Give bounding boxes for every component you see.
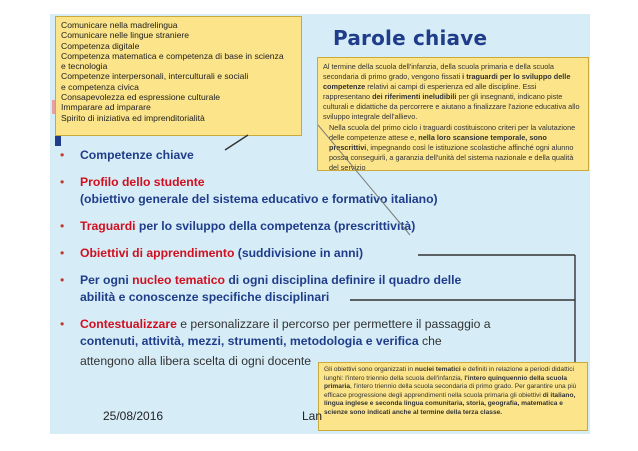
bullet-text-plain: attengono alla libera scelta di ogni docente <box>80 354 312 368</box>
bullet-text-red: Profilo dello studente <box>80 175 205 189</box>
text-run: per gli insegnanti, indicano piste culturali e didattiche da percorrere e aiutano a finalizzare l'azione educativa allo sviluppo integrale dell'allievo. <box>323 92 580 122</box>
text-run: Gli obiettivi sono organizzati in <box>324 366 415 373</box>
bullet-text-red: Obiettivi di apprendimento <box>80 246 235 260</box>
footer-date: 25/08/2016 <box>103 409 164 423</box>
slide-title: Parole chiave <box>333 26 488 50</box>
bullet-text: (obiettivo generale del sistema educativo e formativo italiano) <box>80 192 438 206</box>
bullet-text: per lo sviluppo della competenza (prescrittività) <box>135 219 416 233</box>
bullet-text-red: Contestualizzare <box>80 317 177 331</box>
competence-item: Consapevolezza ed espressione culturale <box>61 92 221 103</box>
text-run: Nella scuola del primo ciclo i traguardi costituiscono criteri per la valutazione delle competenze attese e, <box>329 122 576 142</box>
bullet-dot: • <box>60 317 65 331</box>
text-run: Al termine della scuola dell'infanzia, della scuola primaria e della scuola secondaria di primo grado, vengono fissati <box>323 62 554 82</box>
bullet-dot: • <box>60 148 65 162</box>
connector-competenze <box>225 135 248 150</box>
competence-item: Spirito di iniziativa ed imprenditorialità <box>61 112 205 123</box>
competence-item: Competenze interpersonali, interculturali e sociali <box>61 71 249 82</box>
bullet-text: Per ogni <box>80 273 133 287</box>
competence-item: Comunicare nella madrelingua <box>61 20 178 30</box>
footer-label: Lan <box>302 409 323 423</box>
competence-item: Immparare ad imparare <box>61 102 151 113</box>
text-run: e definiti in relazione a periodi didattici lunghi: l'intero triennio della scuola dell'infanzia, <box>324 366 574 382</box>
competence-item: e competenza civica <box>61 81 139 92</box>
competence-item: Competenza digitale <box>61 40 140 51</box>
bullet-text: Competenze chiave <box>80 148 194 162</box>
text-run-bold: dei riferimenti ineludibili <box>372 92 457 102</box>
text-run-bold: di italiano, lingua inglese e seconda lingua comunitaria, storia, geografia, matematica e scienze sono indicati anche al termine della terza classe. <box>324 391 576 416</box>
bullet-text-plain: che <box>418 334 442 348</box>
text-run-bold: i traguardi per lo sviluppo delle competenze <box>323 72 571 92</box>
bullet-text: di ogni disciplina definire il quadro delle <box>224 273 462 287</box>
bullet-dot: • <box>60 246 65 260</box>
bullet-text-red: nucleo tematico <box>132 273 225 287</box>
competence-item: Competenza matematica e competenza di base in scienza <box>61 50 284 61</box>
bullet-dot: • <box>60 219 65 233</box>
text-run-bold: nuclei tematici <box>414 366 461 373</box>
bullet-text: contenuti, attività, mezzi, strumenti, metodologia e verifica <box>80 334 419 348</box>
competence-item: Comunicare nelle lingue straniere <box>61 30 190 41</box>
bullet-dot: • <box>60 273 65 287</box>
bullet-text-red: Traguardi <box>80 219 136 233</box>
obiettivi-note-box <box>318 362 588 431</box>
text-run: , impegnando così le istituzione scolastiche affinché ogni alunno possa conseguirli, a garanzia dell'unità del sistema nazionale e della qualità del servizio <box>329 142 574 172</box>
text-run: relativi ai campi di esperienza ed alle discipline. Essi rappresentano <box>323 82 537 102</box>
bullet-dot: • <box>60 175 65 189</box>
bullet-text: abilità e conoscenze specifiche disciplinari <box>80 290 330 304</box>
text-run-bold: nella loro scansione temporale, sono prescrittivi <box>329 132 547 152</box>
text-run-bold: l'intero quinquennio della scuola primaria <box>324 374 568 391</box>
connector-traguardi <box>318 125 410 235</box>
competence-item: e tecnologia <box>61 61 108 72</box>
bullet-text: (suddivisione in anni) <box>234 246 364 260</box>
bullet-text-plain: e personalizzare il percorso per permettere il passaggio a <box>176 317 491 331</box>
text-run: , l'intero triennio della scuola secondaria di primo grado. Per garantire una più efficace progressione degli apprendimenti nella scuola primaria gli obiettivi <box>324 383 577 399</box>
